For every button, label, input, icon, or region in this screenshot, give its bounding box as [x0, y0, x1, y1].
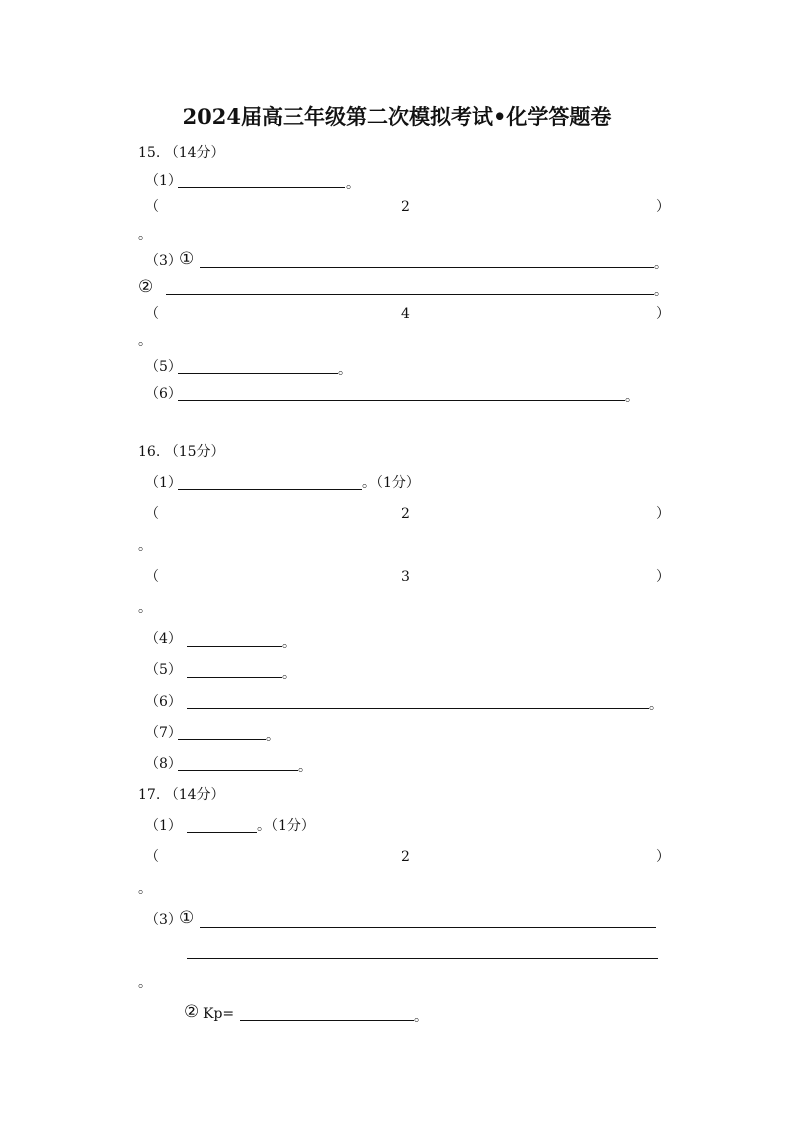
q15-heading: 15. （14分） — [138, 145, 225, 161]
q17-part2-number: 2 — [401, 849, 410, 865]
q16-part3-period: 。 — [138, 600, 152, 616]
q15-part4-close: ） — [656, 306, 670, 322]
page-title: 2024届高三年级第二次模拟考试•化学答题卷 — [182, 104, 612, 129]
q16-part2-open: （ — [145, 506, 159, 522]
q16-part1-label: （1） — [145, 475, 182, 491]
q16-part8-answer-line[interactable] — [178, 770, 298, 771]
q17-part3-sub1-period: 。 — [138, 975, 152, 991]
q16-part4-period: 。 — [282, 635, 296, 651]
q15-part6-label: （6） — [145, 386, 182, 402]
q15-part2-close: ） — [656, 199, 670, 215]
q15-part5-period: 。 — [338, 362, 352, 378]
q15-part4-number: 4 — [401, 306, 410, 322]
q15-part6-answer-line[interactable] — [178, 400, 625, 401]
q16-part3-number: 3 — [401, 569, 410, 585]
q17-kp-period: 。 — [414, 1009, 428, 1025]
q15-part5-answer-line[interactable] — [178, 373, 338, 374]
q17-part1-answer-line[interactable] — [187, 832, 257, 833]
q16-part6-period: 。 — [649, 697, 663, 713]
q17-part1-label: （1） — [145, 818, 182, 834]
q15-part4-period: 。 — [138, 333, 152, 349]
q15-part3-circle1-icon: ① — [179, 249, 195, 269]
q17-part3-circle2-icon: ② — [184, 1002, 200, 1022]
q16-part8-label: （8） — [145, 756, 182, 772]
q16-part5-period: 。 — [282, 666, 296, 682]
q16-part4-answer-line[interactable] — [187, 646, 282, 647]
q17-kp-label: Kp= — [203, 1006, 235, 1022]
q15-part3-label: （3） — [145, 253, 182, 269]
q16-part6-label: （6） — [145, 694, 182, 710]
q16-part8-period: 。 — [298, 759, 312, 775]
q17-part2-open: （ — [145, 849, 159, 865]
q15-part1-period: 。 — [346, 176, 360, 192]
q16-part1-answer-line[interactable] — [178, 489, 362, 490]
q17-part3-label: （3） — [145, 912, 182, 928]
q16-part2-close: ） — [656, 506, 670, 522]
q15-part5-label: （5） — [145, 359, 182, 375]
q16-part2-number: 2 — [401, 506, 410, 522]
q17-part3-sub1-answer-line[interactable] — [200, 927, 656, 928]
q15-part1-label: （1） — [145, 173, 182, 189]
q16-part6-answer-line[interactable] — [187, 708, 649, 709]
q16-part3-close: ） — [656, 569, 670, 585]
q15-part3-sub1-answer-line[interactable] — [200, 267, 654, 268]
q16-heading: 16. （15分） — [138, 444, 225, 460]
q15-part2-period: 。 — [138, 227, 152, 243]
q15-part4-open: （ — [145, 306, 159, 322]
q15-part2-open: （ — [145, 199, 159, 215]
q15-part3-sub2-period: 。 — [654, 283, 668, 299]
q17-heading: 17. （14分） — [138, 787, 225, 803]
q17-part3-sub1-answer-line-2[interactable] — [187, 958, 658, 959]
q16-part5-answer-line[interactable] — [187, 677, 282, 678]
q15-part6-period: 。 — [625, 389, 639, 405]
q16-part7-label: （7） — [145, 725, 182, 741]
q17-part2-close: ） — [656, 849, 670, 865]
q16-part1-period-score: 。（1分） — [362, 475, 420, 491]
q16-part5-label: （5） — [145, 662, 182, 678]
q17-part1-period-score: 。（1分） — [257, 818, 315, 834]
q15-part1-answer-line[interactable] — [178, 187, 345, 188]
q17-kp-answer-line[interactable] — [240, 1020, 414, 1021]
q15-part3-circle2-icon: ② — [138, 277, 154, 297]
q16-part7-answer-line[interactable] — [178, 739, 266, 740]
q17-part2-period: 。 — [138, 881, 152, 897]
q15-part3-sub1-period: 。 — [654, 256, 668, 272]
q16-part3-open: （ — [145, 569, 159, 585]
q15-part3-sub2-answer-line[interactable] — [166, 294, 654, 295]
q15-part2-number: 2 — [401, 199, 410, 215]
q17-part3-circle1-icon: ① — [179, 908, 195, 928]
q16-part2-period: 。 — [138, 538, 152, 554]
q16-part7-period: 。 — [266, 728, 280, 744]
q16-part4-label: （4） — [145, 631, 182, 647]
